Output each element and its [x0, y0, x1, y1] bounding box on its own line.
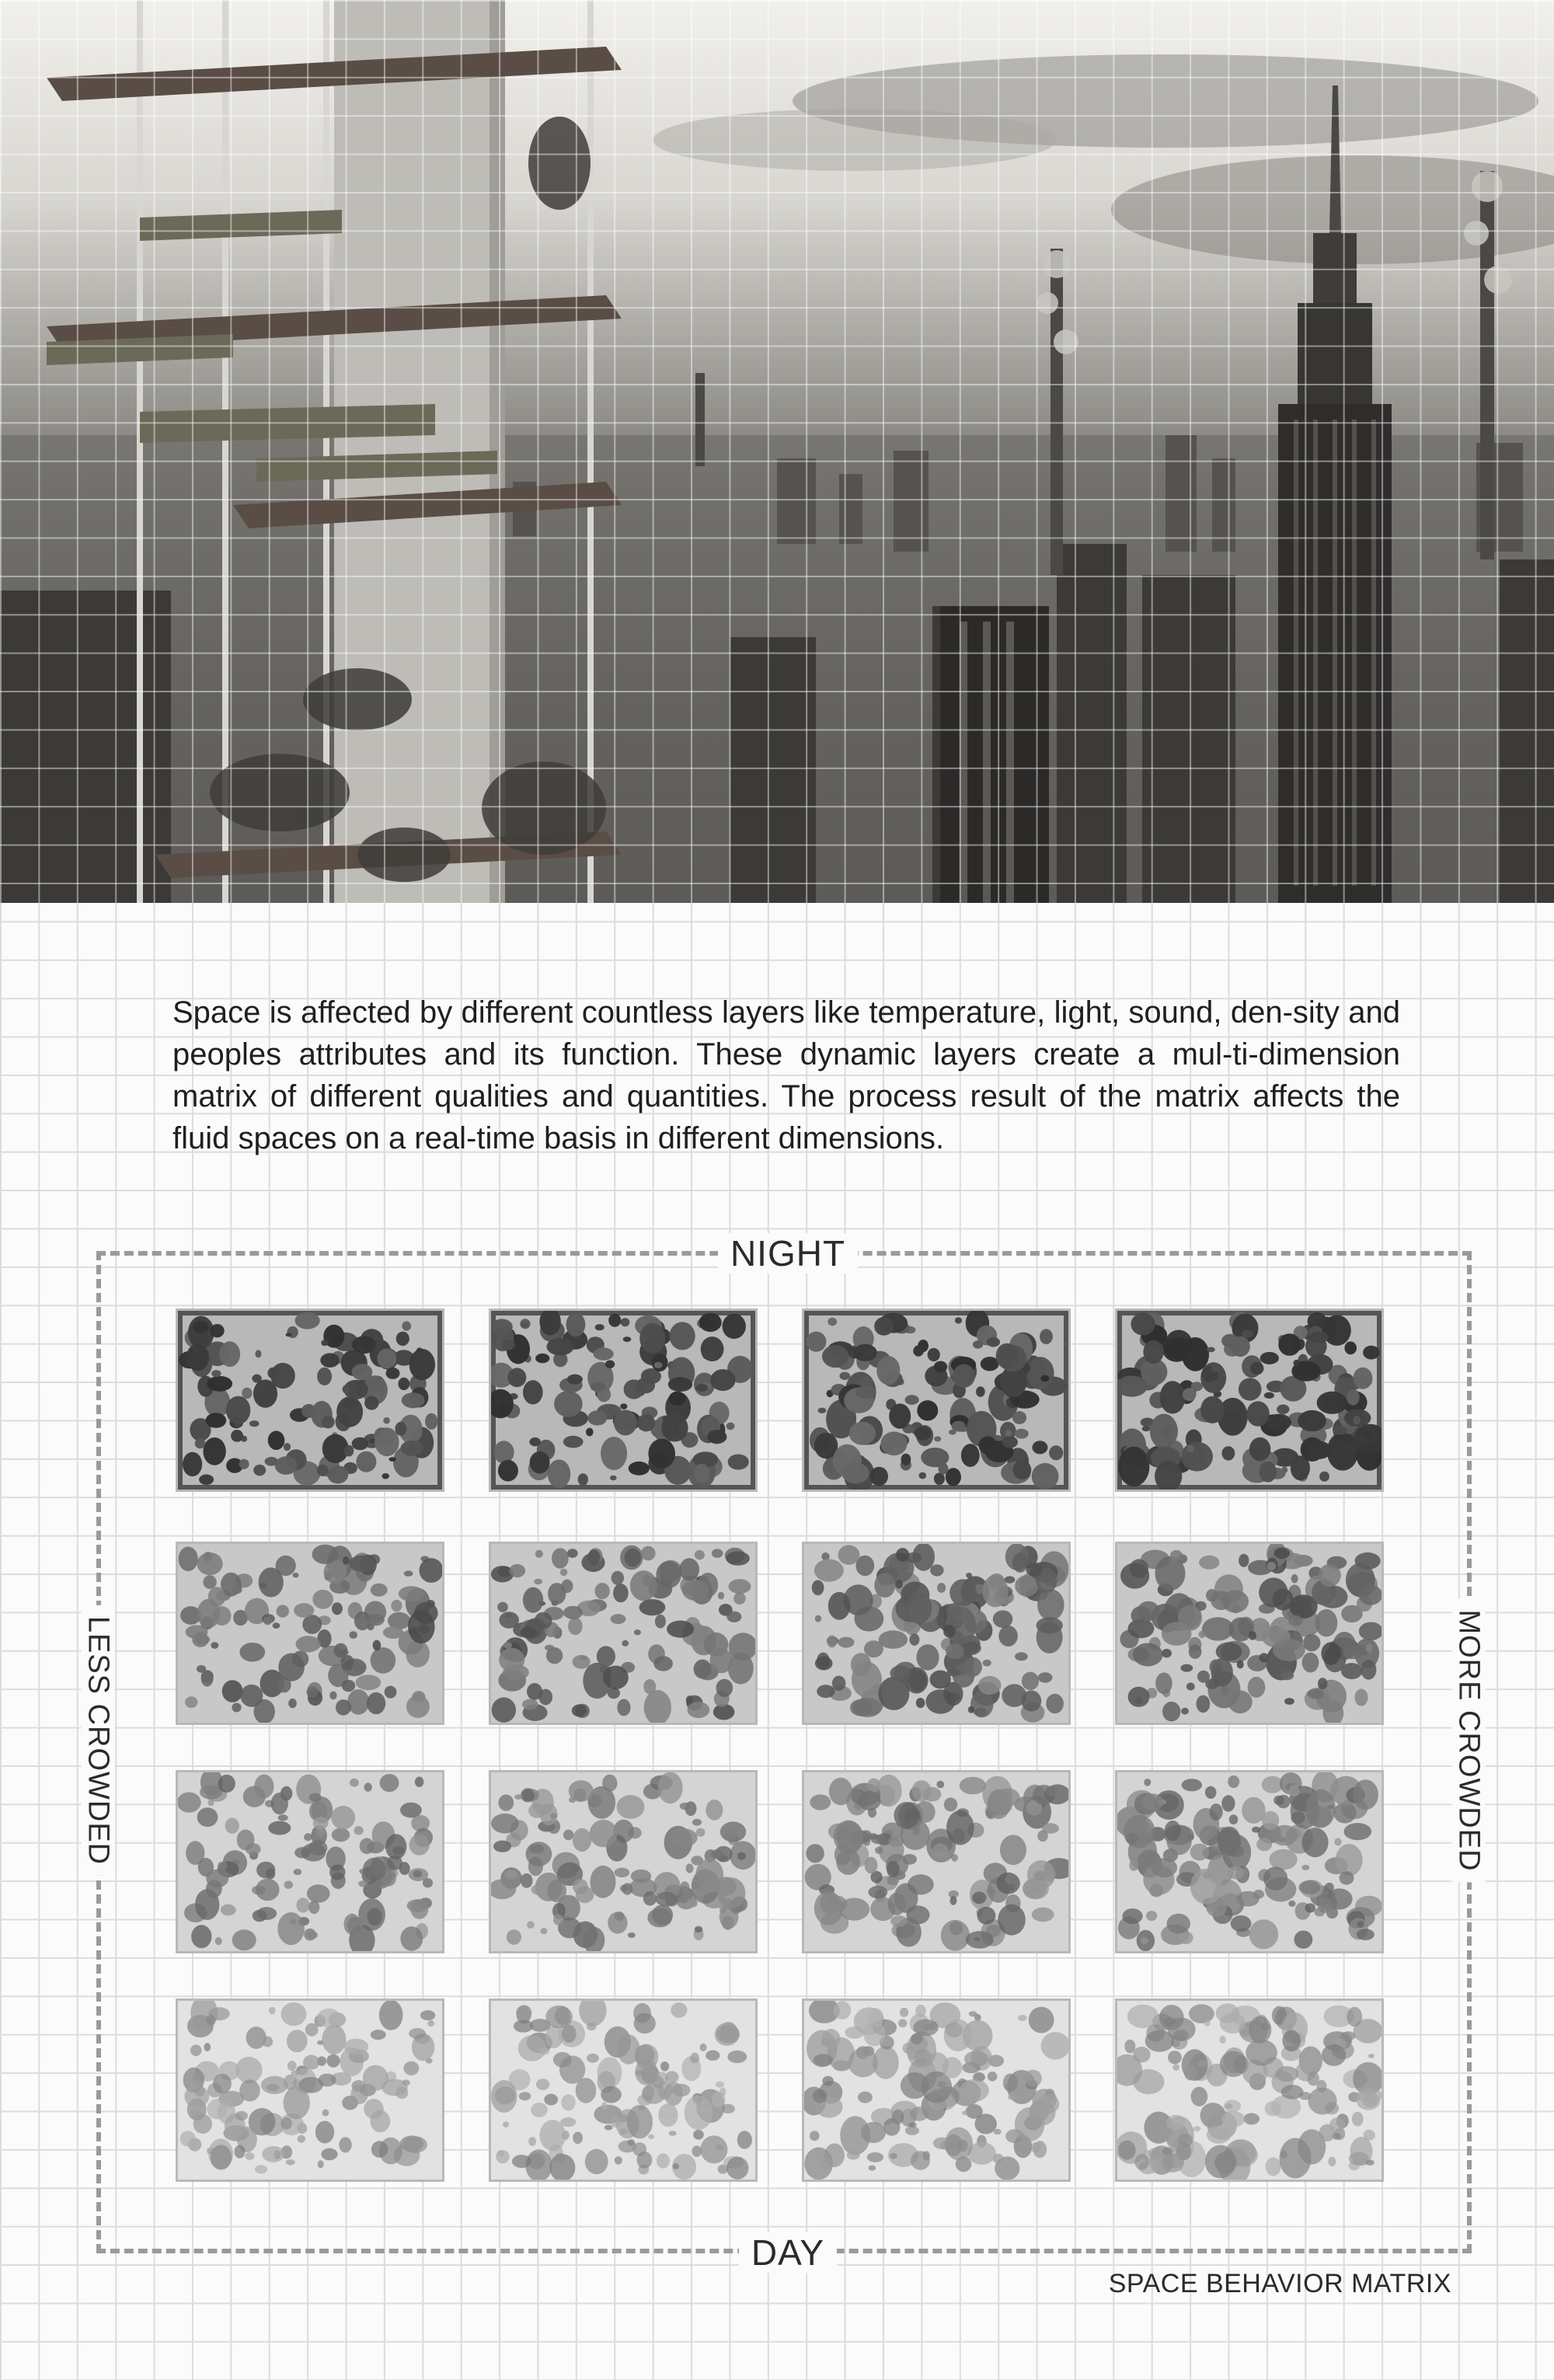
matrix-cell-r2-c3 — [802, 1542, 1071, 1725]
void-pattern-texture — [491, 1311, 755, 1490]
matrix-cell-r4-c2 — [489, 1998, 758, 2182]
void-pattern-texture — [804, 1544, 1068, 1723]
matrix-cell-r1-c3 — [802, 1308, 1071, 1492]
void-pattern-texture — [804, 1311, 1068, 1490]
matrix-cell-r1-c2 — [489, 1308, 758, 1492]
void-pattern-texture — [491, 2001, 755, 2180]
matrix-caption: SPACE BEHAVIOR MATRIX — [1108, 2269, 1451, 2298]
matrix-cell-r1-c4 — [1115, 1308, 1384, 1492]
matrix-cell-r2-c1 — [176, 1542, 444, 1725]
hero-render-image — [0, 0, 1554, 903]
void-pattern-texture — [178, 1311, 442, 1490]
matrix-cell-r2-c2 — [489, 1542, 758, 1725]
void-pattern-texture — [178, 1772, 442, 1951]
axis-label-day: DAY — [0, 2232, 1554, 2274]
matrix-cell-r3-c2 — [489, 1770, 758, 1953]
matrix-cell-r4-c1 — [176, 1998, 444, 2182]
description-text: Space is affected by different countless layers like temperature, light, sound, den-sity and peoples attributes and its function. These dynamic layers create a mul-ti-dimension matrix of different qualities and quantities. The process result of the matrix affects the fluid spaces on a real-time basis in different dimensions. — [172, 995, 1400, 1155]
matrix-cell-r3-c1 — [176, 1770, 444, 1953]
axis-label-night: NIGHT — [0, 1232, 1554, 1274]
city-skyline-illustration — [0, 0, 1554, 903]
void-pattern-texture — [1117, 1311, 1382, 1490]
void-pattern-texture — [1117, 1544, 1382, 1723]
space-behavior-matrix — [176, 1308, 1385, 2194]
matrix-cell-r4-c4 — [1115, 1998, 1384, 2182]
matrix-cell-r4-c3 — [802, 1998, 1071, 2182]
matrix-cell-r2-c4 — [1115, 1542, 1384, 1725]
void-pattern-texture — [491, 1544, 755, 1723]
matrix-cell-r3-c4 — [1115, 1770, 1384, 1953]
void-pattern-texture — [178, 1544, 442, 1723]
matrix-cell-r3-c3 — [802, 1770, 1071, 1953]
axis-label-more-crowded: MORE CROWDED — [1452, 1598, 1486, 1882]
void-pattern-texture — [804, 1772, 1068, 1951]
axis-label-less-crowded: LESS CROWDED — [82, 1605, 115, 1876]
void-pattern-texture — [1117, 1772, 1382, 1951]
void-pattern-texture — [491, 1772, 755, 1951]
void-pattern-texture — [178, 2001, 442, 2180]
void-pattern-texture — [1117, 2001, 1382, 2180]
matrix-cell-r1-c1 — [176, 1308, 444, 1492]
void-pattern-texture — [804, 2001, 1068, 2180]
